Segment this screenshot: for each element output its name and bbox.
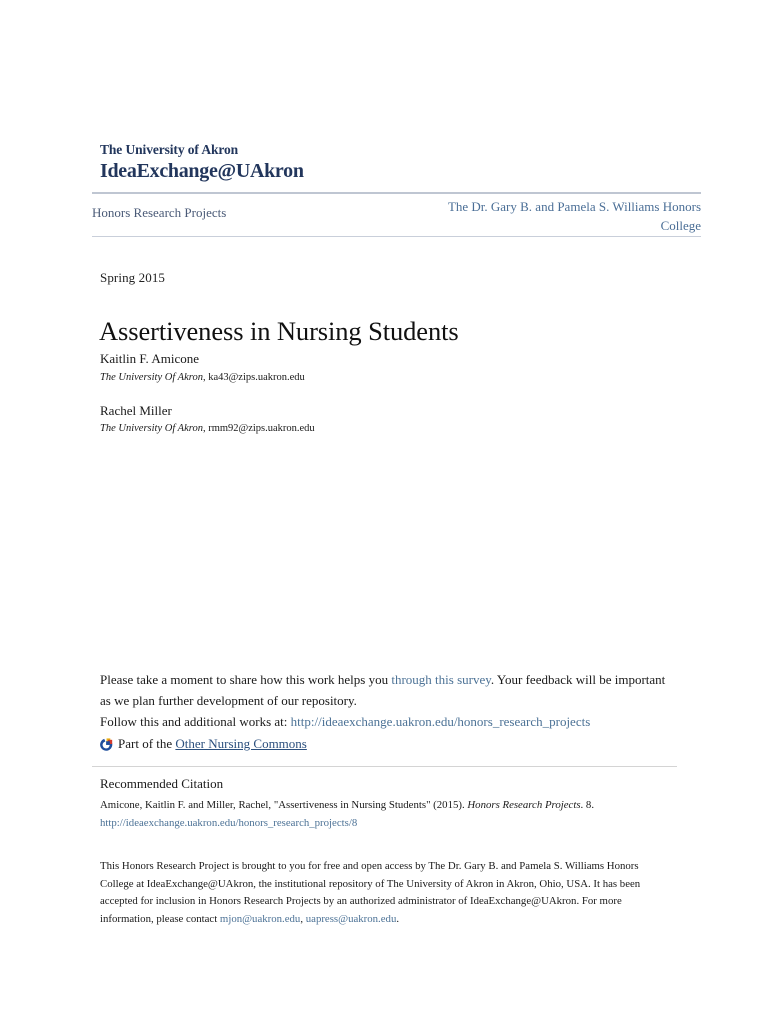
recommended-citation-block (100, 774, 680, 833)
author-entry (100, 402, 660, 438)
author-institution: The University Of Akron (100, 371, 203, 383)
survey-text-pre: Please take a moment to share how this work helps you (100, 672, 392, 687)
disclaimer-text-post: . (396, 912, 400, 925)
survey-link[interactable]: through this survey (391, 672, 491, 687)
citation-body-post: . 8. (580, 798, 595, 811)
citation-series-italic: Honors Research Projects (467, 798, 581, 811)
author-institution: The University Of Akron (100, 423, 203, 435)
digital-commons-network-logo-icon (100, 737, 115, 752)
citation-url-line (100, 815, 680, 832)
follow-works-link[interactable]: http://ideaexchange.uakron.edu/honors_research_projects (290, 714, 591, 730)
follow-works-line (100, 711, 670, 732)
author-entry (100, 350, 660, 386)
author-affiliation (100, 421, 660, 437)
author-name: Kaitlin F. Amicone (100, 351, 199, 366)
email-separator: , (300, 912, 306, 925)
publication-date: Spring 2015 (100, 270, 166, 285)
commons-row (100, 734, 670, 754)
university-name: The University of Akron (100, 142, 239, 157)
citation-rule (92, 766, 677, 767)
citation-body (100, 797, 680, 814)
header-rule-bottom (92, 236, 701, 237)
header-rule-top (92, 192, 701, 194)
author-email: rmm92@zips.uakron.edu (208, 423, 315, 435)
survey-sentence (100, 669, 670, 711)
contact-email-primary[interactable]: mjon@uakron.edu (219, 912, 301, 925)
repository-name: IdeaExchange@UAkron (100, 159, 304, 182)
college-name: The Dr. Gary B. and Pamela S. Williams Honors College (447, 199, 701, 233)
affiliation-separator: , (202, 423, 209, 435)
commons-text-pre: Part of the (118, 736, 176, 752)
survey-text-line2: important as we plan further development of our repository. (100, 672, 666, 709)
disclaimer-paragraph (100, 858, 670, 928)
page-title: Assertiveness in Nursing Students (99, 315, 459, 346)
author-email: ka43@zips.uakron.edu (208, 371, 305, 383)
author-name: Rachel Miller (100, 402, 172, 418)
contact-email-secondary[interactable]: uapress@uakron.edu (305, 912, 397, 925)
citation-body-pre: Amicone, Kaitlin F. and Miller, Rachel, "Assertiveness in Nursing Students" (2015). (100, 798, 468, 811)
follow-text-pre: Follow this and additional works at: (100, 714, 291, 730)
citation-url-link[interactable]: http://ideaexchange.uakron.edu/honors_research_projects/8 (100, 817, 358, 830)
citation-heading: Recommended Citation (100, 776, 224, 791)
commons-text (118, 734, 307, 754)
commons-link[interactable]: Other Nursing Commons (175, 736, 307, 752)
disclaimer-text-pre: This Honors Research Project is brought to you for free and open access by The Dr. Gary B. and Pamela S. Williams Honors College at IdeaExchange@UAkron, the institutional repository of The University of Akron in Akron, Ohio, USA. It has been accepted for inclusion in Honors Research Projects by an authorized administrator of IdeaExchange@UAkron. For more information, please contact (100, 860, 641, 925)
survey-text-post: . Your feedback will be (490, 672, 612, 687)
affiliation-separator: , (202, 371, 209, 383)
masthead (100, 142, 700, 183)
author-affiliation (100, 370, 660, 386)
series-name: Honors Research Projects (92, 205, 227, 220)
survey-block (100, 669, 670, 754)
author-list (100, 350, 660, 450)
series-bar (92, 198, 701, 236)
